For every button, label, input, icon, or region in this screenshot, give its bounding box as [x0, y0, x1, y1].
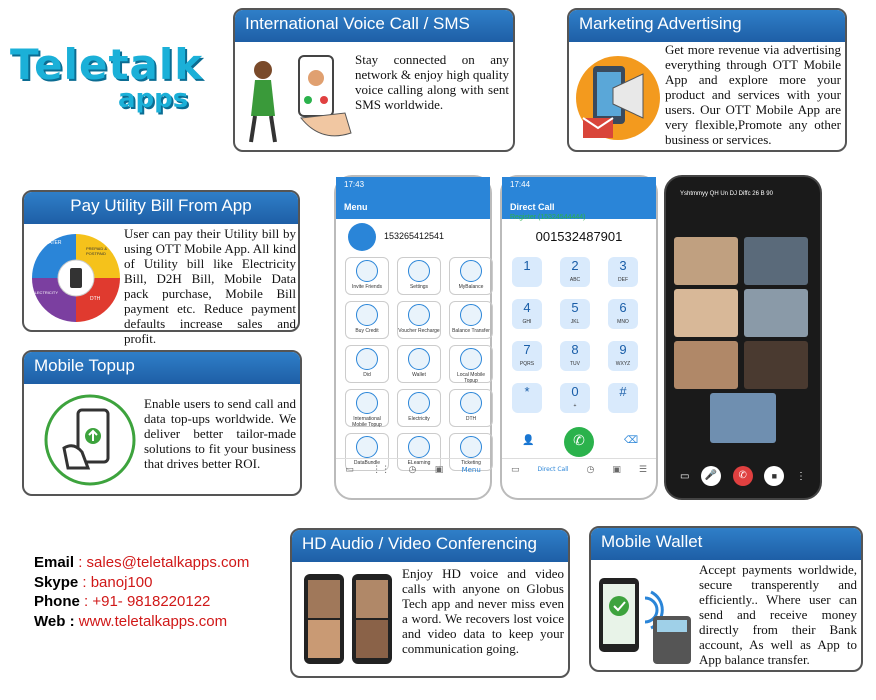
history-icon[interactable]: ◷ [408, 464, 417, 475]
contact-email-row: Email : sales@teletalkapps.com [34, 554, 250, 571]
menu-item-icon [460, 304, 482, 326]
email-link[interactable]: sales@teletalkapps.com [86, 554, 250, 571]
menu-item-icon [460, 260, 482, 282]
menu-item[interactable] [449, 345, 493, 383]
hand-phone-topup-icon [42, 392, 138, 488]
menu-item-icon [356, 348, 378, 370]
email-label: Email [34, 554, 75, 571]
key-digit: # [619, 384, 627, 399]
menu-item-label: Balance Transfer [452, 328, 490, 334]
menu-item-icon [356, 260, 378, 282]
chat-icon[interactable]: ▭ [345, 464, 354, 475]
menu-item-label: MyBalance [458, 284, 484, 290]
video-tile-main [710, 393, 776, 443]
topup-text: Enable users to send call and data top-ups worldwide. We deliver better tailor-made solutions to fit your business that drives better ROI. [144, 396, 296, 471]
megaphone-phone-icon [573, 48, 663, 148]
keypad-key[interactable] [512, 383, 542, 413]
logo-line1: Teletalk [10, 40, 204, 89]
hd-text: Enjoy HD voice and video calls with anyone on Globus Tech app and never miss even a word. We recovers lost voice and video data to keep your communication going. [402, 566, 564, 656]
skype-label: Skype [34, 573, 79, 591]
key-digit: * [524, 384, 530, 399]
menu-item-icon [356, 304, 378, 326]
phone1-avatar [348, 223, 376, 251]
key-digit: 7 [523, 342, 531, 357]
phone-value: +91- 9818220122 [92, 593, 211, 610]
phone1-title: Menu [336, 199, 490, 219]
phone2-keypad [512, 257, 638, 413]
menu-item-icon [356, 436, 378, 458]
keypad-key[interactable] [560, 299, 590, 329]
menu-item-label: Did [363, 372, 371, 378]
nav-menu[interactable]: Menu [461, 465, 481, 474]
menu-item-icon [460, 436, 482, 458]
dialpad-icon[interactable]: ⋮⋮ [372, 464, 391, 475]
utility-text: User can pay their Utility bill by using OTT Mobile App. All kind of Utility bill like Electricity Bill, D2H Bill, Mobile Data pack purchase, Mobile Bill payment etc. Reduce payment defaults increase sales and profit. [124, 226, 296, 346]
teletalk-apps-logo [10, 40, 204, 114]
phone1-statusbar [336, 177, 490, 199]
voice-sms-text: Stay connected on any network & enjoy high quality voice calling along with sent SMS worldwide. [355, 52, 509, 112]
phone1-navbar [336, 458, 490, 480]
wallet-pos-icon [595, 568, 695, 668]
hd-title: HD Audio / Video Conferencing [292, 530, 568, 562]
keypad-key[interactable] [608, 299, 638, 329]
contact-phone-row: Phone : +91- 9818220122 [34, 593, 211, 610]
menu-item-label: International Mobile Topup [352, 416, 382, 428]
menu-item-icon [408, 436, 430, 458]
chat-icon[interactable]: ▭ [510, 464, 520, 475]
keypad-key[interactable] [560, 383, 590, 413]
key-digit: 0 [571, 384, 579, 399]
logo-line2: apps [118, 84, 189, 114]
marketing-text: Get more revenue via advertising everything through OTT Mobile App and explore more your product and services with your users. Our OTT Mobile App are very flexible,Promote any other business or services. [665, 42, 841, 147]
voice-sms-card [233, 8, 515, 152]
keypad-key[interactable] [608, 341, 638, 371]
phone2-dialed-number: 001532487901 [535, 229, 623, 244]
phone2-time: 17:44 [510, 180, 531, 189]
key-letters: MNO [617, 319, 629, 325]
marketing-card [567, 8, 847, 152]
menu-item[interactable] [449, 301, 493, 339]
marketing-title: Marketing Advertising [569, 10, 845, 42]
menu-item[interactable] [449, 257, 493, 295]
video-tile [674, 237, 738, 285]
camera-button[interactable]: ■ [764, 466, 784, 486]
contact-web-row: Web : www.teletalkapps.com [34, 612, 228, 630]
phone-dialer-screen [500, 175, 658, 500]
mic-button[interactable]: 🎤 [701, 466, 721, 486]
web-link[interactable]: www.teletalkapps.com [78, 612, 228, 630]
phone-label: Phone [34, 593, 80, 610]
keypad-key[interactable] [608, 257, 638, 287]
utility-icon-label-4: DTH [90, 296, 101, 302]
phone-menu-screen [334, 175, 492, 500]
keypad-key[interactable] [608, 383, 638, 413]
contact-skype-row: Skype : banoj100 [34, 573, 153, 591]
utility-title: Pay Utility Bill From App [24, 192, 298, 224]
key-letters: JKL [570, 319, 580, 325]
add-contact-icon[interactable]: 👤 [522, 435, 535, 446]
call-button[interactable]: ✆ [564, 427, 594, 457]
contacts-icon[interactable]: ▣ [612, 464, 621, 475]
menu-item-icon [356, 392, 378, 414]
menu-item-icon [460, 392, 482, 414]
phone1-number: 153265412541 [384, 231, 445, 241]
menu-item[interactable] [345, 345, 389, 383]
key-letters: PQRS [519, 361, 535, 367]
voice-sms-title: International Voice Call / SMS [235, 10, 513, 42]
key-letters: DEF [618, 277, 628, 283]
video-tile [744, 341, 808, 389]
menu-item-icon [460, 348, 482, 370]
key-letters: WXYZ [615, 361, 631, 367]
nav-direct-call[interactable]: Direct Call [537, 466, 569, 473]
menu-item-label: DTH [465, 416, 477, 422]
key-letters: TUV [570, 361, 580, 367]
key-digit: 4 [523, 300, 531, 315]
topup-title: Mobile Topup [24, 352, 300, 384]
menu-item-label: DataBundle [353, 460, 381, 466]
menu-item[interactable] [397, 301, 441, 339]
contact-info [34, 553, 249, 631]
key-letters: ABC [569, 277, 581, 283]
topup-card [22, 350, 302, 496]
menu-item-label: Invite Friends [351, 284, 382, 290]
keypad-key[interactable] [560, 341, 590, 371]
more-icon[interactable]: ⋮ [795, 470, 806, 482]
phone-video-conference-screen [664, 175, 822, 500]
utility-icon-label-3: ELECTRICITY [32, 290, 59, 295]
menu-item-label: Ticketing [461, 460, 481, 466]
phone2-statusbar [502, 177, 656, 199]
video-grid [674, 237, 808, 389]
menu-item[interactable] [345, 389, 389, 427]
menu-item-label: Wallet [412, 372, 426, 378]
key-digit: 2 [571, 258, 579, 273]
video-tile [744, 237, 808, 285]
menu-item[interactable] [397, 257, 441, 295]
skype-value: banoj100 [90, 573, 153, 591]
menu-item-label: Voucher Recharge [398, 328, 440, 334]
chat-icon[interactable]: ▭ [680, 470, 690, 482]
hd-card [290, 528, 570, 678]
menu-item[interactable] [397, 345, 441, 383]
key-digit: 9 [619, 342, 627, 357]
menu-item-icon [408, 304, 430, 326]
key-digit: 5 [571, 300, 579, 315]
video-tile [744, 289, 808, 337]
menu-item[interactable] [345, 301, 389, 339]
person-phone-icon [241, 48, 353, 148]
phone2-navbar [502, 458, 656, 480]
phone3-controls [680, 466, 806, 486]
video-call-phones-icon [300, 570, 396, 670]
end-call-button[interactable]: ✆ [733, 466, 753, 486]
wallet-text: Accept payments worldwide, secure transperently and efficiently.. Where user can send and receive money directly from their Bank account, As well as App to App balance transfer. [699, 562, 857, 667]
key-digit: 6 [619, 300, 627, 315]
utility-icon-label-2: PREPAID & POSTPAID [86, 246, 108, 256]
phone1-time: 17:43 [344, 180, 365, 189]
menu-item-label: Local Mobile Topup [456, 372, 486, 384]
key-digit: 8 [571, 342, 579, 357]
contacts-icon[interactable]: ▣ [434, 464, 444, 475]
wallet-title: Mobile Wallet [591, 528, 861, 560]
web-label: Web [34, 612, 66, 630]
backspace-icon[interactable]: ⌫ [624, 435, 639, 446]
key-letters: + [573, 403, 577, 409]
menu-icon[interactable]: ☰ [638, 464, 647, 475]
menu-item[interactable] [397, 389, 441, 427]
keypad-key[interactable] [512, 299, 542, 329]
utility-card [22, 190, 300, 346]
menu-item-icon [408, 392, 430, 414]
phone2-register: Register (15324544444) [510, 214, 586, 221]
menu-item-icon [408, 348, 430, 370]
menu-item-label: Settings [409, 284, 429, 290]
key-digit: 3 [619, 258, 627, 273]
phone2-title: Direct Call [502, 199, 656, 219]
keypad-key[interactable] [560, 257, 590, 287]
keypad-key[interactable] [512, 257, 542, 287]
menu-item[interactable] [449, 389, 493, 427]
key-letters: GHI [522, 319, 532, 325]
menu-item-label: Buy Credit [355, 328, 379, 334]
utility-icon-label-1: WATER [44, 240, 62, 246]
keypad-key[interactable] [512, 341, 542, 371]
video-tile [674, 289, 738, 337]
menu-item-label: Electricity [408, 416, 430, 422]
video-tile [674, 341, 738, 389]
phone1-menu-grid [345, 257, 493, 471]
wallet-card [589, 526, 863, 672]
utility-wheel-icon [28, 228, 124, 328]
menu-item[interactable] [345, 257, 389, 295]
menu-item-icon [408, 260, 430, 282]
menu-item-label: ELearning [407, 460, 431, 466]
phone3-header: Yshtmmyy QH Un DJ Diffc 26 B 90 [680, 191, 773, 197]
history-icon[interactable]: ◷ [586, 464, 595, 475]
key-digit: 1 [523, 258, 531, 273]
